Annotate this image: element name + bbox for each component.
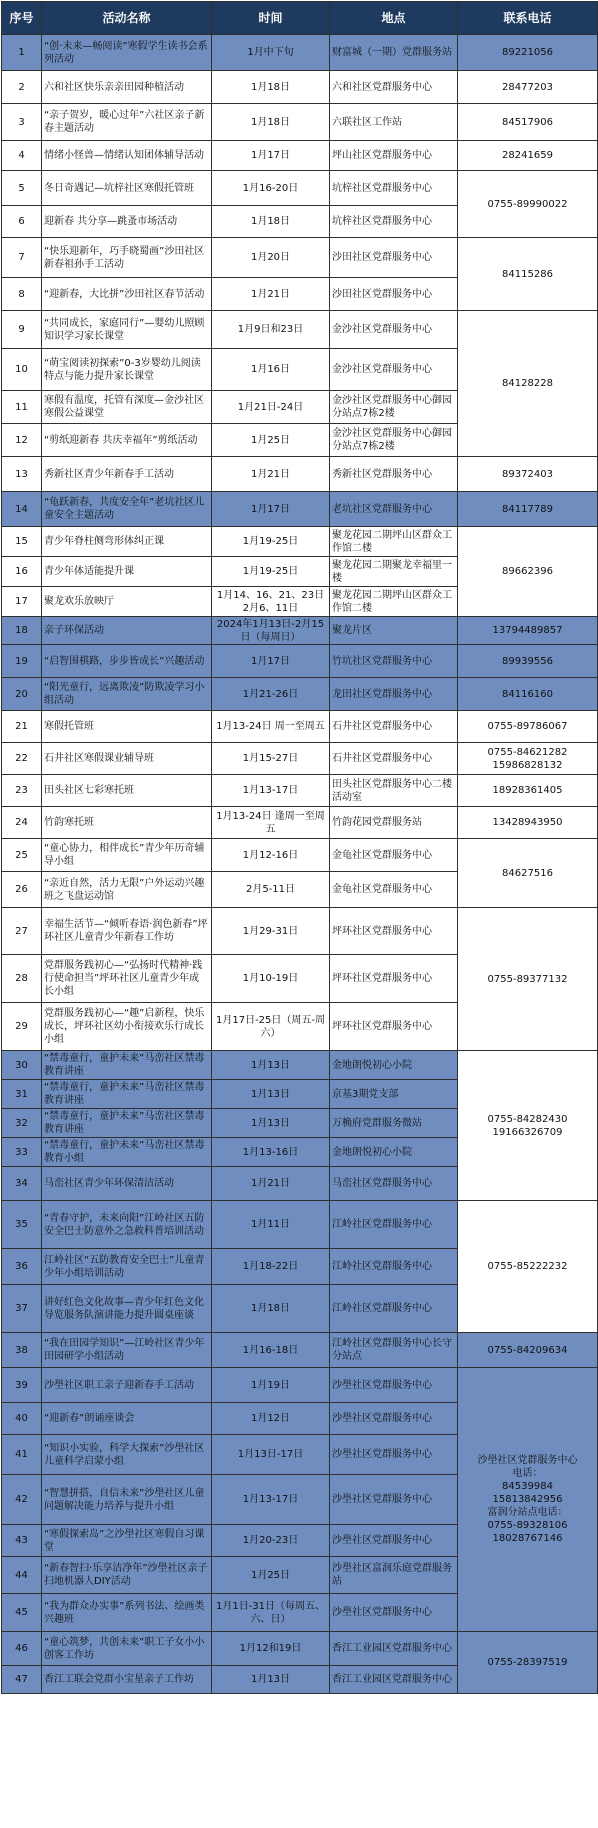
activity-name: 竹韵寒托班	[42, 807, 212, 839]
activity-time: 1月21日	[212, 457, 330, 492]
activity-time: 1月13日	[212, 1080, 330, 1109]
activity-location: 马峦社区党群服务中心	[330, 1167, 458, 1201]
activity-name: “亲近自然，活力无限”户外运动兴趣班之飞盘运动馆	[42, 872, 212, 908]
activity-time: 1月21日	[212, 1167, 330, 1201]
activity-name: 青少年脊柱侧弯形体纠正课	[42, 527, 212, 557]
activity-name: 聚龙欢乐放映厅	[42, 587, 212, 617]
activity-location: 石井社区党群服务中心	[330, 743, 458, 775]
activity-name: 田头社区七彩寒托班	[42, 775, 212, 807]
activity-time: 1月20-23日	[212, 1525, 330, 1557]
activity-location: 竹坑社区党群服务中心	[330, 645, 458, 678]
activity-location: 沙田社区党群服务中心	[330, 278, 458, 311]
contact-phone: 13428943950	[458, 807, 598, 839]
contact-phone: 0755-84209634	[458, 1333, 598, 1368]
activity-time: 1月18日	[212, 1285, 330, 1333]
table-row	[2, 1368, 598, 1403]
table-row	[2, 1051, 598, 1080]
row-index: 37	[2, 1285, 42, 1333]
contact-phone: 0755-84282430 19166326709	[458, 1051, 598, 1201]
activity-location: 沙壆社区党群服务中心	[330, 1594, 458, 1632]
table-row	[2, 1333, 598, 1368]
activity-time: 1月12和19日	[212, 1632, 330, 1666]
row-index: 14	[2, 492, 42, 527]
table-row	[2, 678, 598, 711]
activity-name: “剪纸迎新春 共庆幸福年”剪纸活动	[42, 424, 212, 457]
table-row	[2, 645, 598, 678]
activity-name: 情绪小怪兽—情绪认知团体辅导活动	[42, 141, 212, 171]
activity-name: “童心协力，相伴成长”青少年历奇辅导小组	[42, 839, 212, 872]
activity-name: “创·未来—畅阅读”寒假学生读书会系列活动	[42, 35, 212, 71]
header-location: 地点	[330, 2, 458, 35]
row-index: 10	[2, 349, 42, 391]
contact-phone: 84116160	[458, 678, 598, 711]
row-index: 28	[2, 955, 42, 1003]
header-phone: 联系电话	[458, 2, 598, 35]
activity-location: 金龟社区党群服务中心	[330, 872, 458, 908]
contact-phone: 89662396	[458, 527, 598, 617]
activity-location: 金地朗悦初心小院	[330, 1138, 458, 1167]
row-index: 43	[2, 1525, 42, 1557]
activity-location: 香江工业园区党群服务中心	[330, 1632, 458, 1666]
row-index: 12	[2, 424, 42, 457]
row-index: 21	[2, 711, 42, 743]
activity-time: 1月13日	[212, 1666, 330, 1694]
activity-name: “新春智扫·乐享洁净年”沙壆社区亲子扫地机器人DIY活动	[42, 1557, 212, 1594]
row-index: 29	[2, 1003, 42, 1051]
activity-time: 1月13日	[212, 1109, 330, 1138]
activity-time: 2月5-11日	[212, 872, 330, 908]
table-row	[2, 775, 598, 807]
row-index: 31	[2, 1080, 42, 1109]
contact-phone: 28241659	[458, 141, 598, 171]
activity-time: 1月15-27日	[212, 743, 330, 775]
activity-name: 党群服务践初心—“弘扬时代精神·践行使命担当”坪环社区儿童青少年成长小组	[42, 955, 212, 1003]
row-index: 30	[2, 1051, 42, 1080]
contact-phone: 84517906	[458, 104, 598, 141]
contact-phone: 84128228	[458, 311, 598, 457]
activity-time: 1月16-18日	[212, 1333, 330, 1368]
activity-time: 1月17日	[212, 645, 330, 678]
activity-time: 1月14、16、21、23日 2月6、11日	[212, 587, 330, 617]
activity-location: 坑梓社区党群服务中心	[330, 206, 458, 238]
activity-name: “智慧拼搭，自信未来”沙壆社区儿童问题解决能力培养与提升小组	[42, 1475, 212, 1525]
activity-time: 1月1日-31日（每周五、六、日）	[212, 1594, 330, 1632]
activity-location: 金沙社区党群服务中心	[330, 311, 458, 349]
header-index: 序号	[2, 2, 42, 35]
activity-name: 寒假有温度，托管有深度—金沙社区寒假公益课堂	[42, 391, 212, 424]
table-row	[2, 839, 598, 872]
activity-time: 1月21-26日	[212, 678, 330, 711]
activity-name: “快乐迎新年，巧手晓蜀画”沙田社区新春祖孙手工活动	[42, 238, 212, 278]
activity-name: 马峦社区青少年环保清洁活动	[42, 1167, 212, 1201]
activity-location: 老坑社区党群服务中心	[330, 492, 458, 527]
activity-name: “禁毒童行，童护未来”马峦社区禁毒教育讲座	[42, 1109, 212, 1138]
activity-time: 1月21日-24日	[212, 391, 330, 424]
activity-time: 1月17日-25日（周五-周六）	[212, 1003, 330, 1051]
row-index: 6	[2, 206, 42, 238]
activity-name: “童心筑梦，共创未来”职工子女小小创客工作坊	[42, 1632, 212, 1666]
activity-name: “亲子贺岁，暖心过年”六社区亲子新春主题活动	[42, 104, 212, 141]
activity-location: 江岭社区党群服务中心	[330, 1285, 458, 1333]
activity-time: 1月20日	[212, 238, 330, 278]
activity-name: “迎新春”朗诵座谈会	[42, 1403, 212, 1435]
activity-name: “龟跃新春，共度安全年”老坑社区儿童安全主题活动	[42, 492, 212, 527]
table-row	[2, 807, 598, 839]
activity-name: 青少年体适能提升课	[42, 557, 212, 587]
activity-name: “我在田园学知识”—江岭社区青少年田园研学小组活动	[42, 1333, 212, 1368]
activity-location: 京基3期党支部	[330, 1080, 458, 1109]
contact-phone: 0755-28397519	[458, 1632, 598, 1694]
row-index: 7	[2, 238, 42, 278]
table-body	[2, 35, 598, 1694]
activity-location: 石井社区党群服务中心	[330, 711, 458, 743]
activity-time: 2024年1月13日-2月15日（每周日）	[212, 617, 330, 645]
activity-time: 1月12-16日	[212, 839, 330, 872]
table-row	[2, 1632, 598, 1666]
activity-time: 1月13日	[212, 1051, 330, 1080]
row-index: 2	[2, 71, 42, 104]
activity-time: 1月19日	[212, 1368, 330, 1403]
activity-time: 1月21日	[212, 278, 330, 311]
activity-name: 秀新社区青少年新春手工活动	[42, 457, 212, 492]
activity-location: 六和社区党群服务中心	[330, 71, 458, 104]
row-index: 19	[2, 645, 42, 678]
row-index: 13	[2, 457, 42, 492]
contact-phone: 28477203	[458, 71, 598, 104]
row-index: 45	[2, 1594, 42, 1632]
activity-location: 沙壆社区党群服务中心	[330, 1435, 458, 1475]
activity-name: “禁毒童行，童护未来”马峦社区禁毒教育小组	[42, 1138, 212, 1167]
row-index: 18	[2, 617, 42, 645]
row-index: 11	[2, 391, 42, 424]
activity-time: 1月18日	[212, 71, 330, 104]
activity-location: 田头社区党群服务中心二楼活动室	[330, 775, 458, 807]
activity-location: 沙壆社区党群服务中心	[330, 1525, 458, 1557]
activity-name: 幸福生活节—“倾听春语·润色新春”坪环社区儿童青少年新春工作坊	[42, 908, 212, 955]
activity-name: “我为群众办实事”系列书法、绘画类兴趣班	[42, 1594, 212, 1632]
activity-name: “萌宝阅读初探索”0-3岁婴幼儿阅读特点与能力提升家长课堂	[42, 349, 212, 391]
row-index: 44	[2, 1557, 42, 1594]
activity-location: 沙壆社区党群服务中心	[330, 1475, 458, 1525]
table-row	[2, 617, 598, 645]
activity-location: 聚龙片区	[330, 617, 458, 645]
activity-location: 沙田社区党群服务中心	[330, 238, 458, 278]
row-index: 35	[2, 1201, 42, 1249]
activity-name: 寒假托管班	[42, 711, 212, 743]
header-time: 时间	[212, 2, 330, 35]
activity-time: 1月中下旬	[212, 35, 330, 71]
table-row	[2, 492, 598, 527]
activity-location: 金沙社区党群服务中心御园分站点7栋2楼	[330, 424, 458, 457]
activity-time: 1月19-25日	[212, 557, 330, 587]
activity-time: 1月17日	[212, 492, 330, 527]
activity-name: “阳光童行，远离欺凌”防欺凌学习小组活动	[42, 678, 212, 711]
activity-time: 1月19-25日	[212, 527, 330, 557]
activity-time: 1月13-16日	[212, 1138, 330, 1167]
contact-phone: 13794489857	[458, 617, 598, 645]
activity-time: 1月29-31日	[212, 908, 330, 955]
activity-location: 财富城（一期）党群服务站	[330, 35, 458, 71]
table-row	[2, 457, 598, 492]
contact-phone: 89372403	[458, 457, 598, 492]
row-index: 8	[2, 278, 42, 311]
activity-location: 沙壆社区富润乐庭党群服务站	[330, 1557, 458, 1594]
activity-time: 1月10-19日	[212, 955, 330, 1003]
row-index: 26	[2, 872, 42, 908]
row-index: 3	[2, 104, 42, 141]
row-index: 1	[2, 35, 42, 71]
row-index: 22	[2, 743, 42, 775]
activity-location: 龙田社区党群服务中心	[330, 678, 458, 711]
table-row	[2, 71, 598, 104]
activity-location: 金龟社区党群服务中心	[330, 839, 458, 872]
activity-time: 1月17日	[212, 141, 330, 171]
row-index: 27	[2, 908, 42, 955]
activity-time: 1月16-20日	[212, 171, 330, 206]
row-index: 42	[2, 1475, 42, 1525]
row-index: 17	[2, 587, 42, 617]
activity-name: 江岭社区“五防教育安全巴士”儿童青少年小组培训活动	[42, 1249, 212, 1285]
row-index: 39	[2, 1368, 42, 1403]
contact-phone: 0755-85222232	[458, 1201, 598, 1333]
contact-phone: 84117789	[458, 492, 598, 527]
table-row	[2, 743, 598, 775]
table-row	[2, 35, 598, 71]
activity-name: “寒假探索岛”之沙壆社区寒假自习课堂	[42, 1525, 212, 1557]
activity-name: “启智围棋路，步步皆成长”兴趣活动	[42, 645, 212, 678]
activity-name: 党群服务践初心—“趣”启新程，快乐成长，坪环社区幼小衔接欢乐行成长小组	[42, 1003, 212, 1051]
table-row	[2, 141, 598, 171]
row-index: 15	[2, 527, 42, 557]
contact-phone: 0755-89377132	[458, 908, 598, 1051]
activity-time: 1月13-24日 逢周一至周五	[212, 807, 330, 839]
row-index: 16	[2, 557, 42, 587]
row-index: 5	[2, 171, 42, 206]
table-row	[2, 104, 598, 141]
contact-phone: 89221056	[458, 35, 598, 71]
activity-location: 坑梓社区党群服务中心	[330, 171, 458, 206]
table-row	[2, 711, 598, 743]
activity-time: 1月11日	[212, 1201, 330, 1249]
contact-phone: 0755-89786067	[458, 711, 598, 743]
row-index: 41	[2, 1435, 42, 1475]
activity-name: 六和社区快乐亲亲田园种植活动	[42, 71, 212, 104]
activity-name: “共同成长，家庭同行”—婴幼儿照顾知识学习家长课堂	[42, 311, 212, 349]
activity-time: 1月18日	[212, 206, 330, 238]
activity-location: 聚龙花园二期坪山区群众工作馆二楼	[330, 587, 458, 617]
activity-location: 竹韵花园党群服务站	[330, 807, 458, 839]
row-index: 38	[2, 1333, 42, 1368]
activity-location: 坪山社区党群服务中心	[330, 141, 458, 171]
contact-phone: 84115286	[458, 238, 598, 311]
table-row	[2, 1201, 598, 1249]
activity-location: 江岭社区党群服务中心	[330, 1249, 458, 1285]
table-row	[2, 311, 598, 349]
contact-phone: 84627516	[458, 839, 598, 908]
activity-location: 江岭社区党群服务中心长守分站点	[330, 1333, 458, 1368]
activity-location: 秀新社区党群服务中心	[330, 457, 458, 492]
activity-time: 1月13日-17日	[212, 1435, 330, 1475]
table-row	[2, 238, 598, 278]
activity-name: 讲好红色文化故事—青少年红色文化导览服务队演讲能力提升圆桌座谈	[42, 1285, 212, 1333]
activity-location: 沙壆社区党群服务中心	[330, 1368, 458, 1403]
activity-location: 万桷府党群服务微站	[330, 1109, 458, 1138]
row-index: 24	[2, 807, 42, 839]
row-index: 20	[2, 678, 42, 711]
activity-time: 1月18-22日	[212, 1249, 330, 1285]
contact-phone: 18928361405	[458, 775, 598, 807]
row-index: 23	[2, 775, 42, 807]
contact-phone: 89939556	[458, 645, 598, 678]
activity-name: 冬日奇遇记—坑梓社区寒假托管班	[42, 171, 212, 206]
activity-time: 1月25日	[212, 424, 330, 457]
activity-time: 1月16日	[212, 349, 330, 391]
activity-table	[1, 1, 598, 1694]
row-index: 33	[2, 1138, 42, 1167]
table-header-row	[2, 2, 598, 35]
activity-name: 沙壆社区职工亲子迎新春手工活动	[42, 1368, 212, 1403]
activity-location: 坪环社区党群服务中心	[330, 908, 458, 955]
row-index: 36	[2, 1249, 42, 1285]
activity-name: “知识小实验，科学大探索”沙壆社区儿童科学启蒙小组	[42, 1435, 212, 1475]
row-index: 40	[2, 1403, 42, 1435]
row-index: 47	[2, 1666, 42, 1694]
activity-time: 1月13-17日	[212, 775, 330, 807]
activity-time: 1月25日	[212, 1557, 330, 1594]
activity-location: 香江工业园区党群服务中心	[330, 1666, 458, 1694]
contact-phone: 0755-89990022	[458, 171, 598, 238]
activity-name: 迎新春 共分享—跳蚤市场活动	[42, 206, 212, 238]
activity-name: “禁毒童行，童护未来”马峦社区禁毒教育讲座	[42, 1051, 212, 1080]
row-index: 4	[2, 141, 42, 171]
activity-location: 坪环社区党群服务中心	[330, 955, 458, 1003]
contact-phone: 0755-84621282 15986828132	[458, 743, 598, 775]
activity-location: 金沙社区党群服务中心	[330, 349, 458, 391]
activity-name: 亲子环保活动	[42, 617, 212, 645]
activity-location: 金地朗悦初心小院	[330, 1051, 458, 1080]
row-index: 34	[2, 1167, 42, 1201]
activity-time: 1月18日	[212, 104, 330, 141]
activity-time: 1月13-24日 周一至周五	[212, 711, 330, 743]
activity-time: 1月9日和23日	[212, 311, 330, 349]
activity-location: 聚龙花园二期坪山区群众工作馆二楼	[330, 527, 458, 557]
row-index: 25	[2, 839, 42, 872]
header-activity-name: 活动名称	[42, 2, 212, 35]
activity-location: 金沙社区党群服务中心御园分站点7栋2楼	[330, 391, 458, 424]
activity-name: “青春守护，未来向阳”江岭社区五防安全巴士防意外之急救科普培训活动	[42, 1201, 212, 1249]
activity-location: 坪环社区党群服务中心	[330, 1003, 458, 1051]
row-index: 32	[2, 1109, 42, 1138]
activity-name: “迎新春，大比拼”沙田社区春节活动	[42, 278, 212, 311]
activity-time: 1月13-17日	[212, 1475, 330, 1525]
activity-location: 六联社区工作站	[330, 104, 458, 141]
row-index: 9	[2, 311, 42, 349]
activity-time: 1月12日	[212, 1403, 330, 1435]
activity-location: 沙壆社区党群服务中心	[330, 1403, 458, 1435]
row-index: 46	[2, 1632, 42, 1666]
activity-name: “禁毒童行，童护未来”马峦社区禁毒教育讲座	[42, 1080, 212, 1109]
activity-name: 石井社区寒假课业辅导班	[42, 743, 212, 775]
table-row	[2, 908, 598, 955]
activity-name: 香江工联会党群小宝星亲子工作坊	[42, 1666, 212, 1694]
contact-phone: 沙壆社区党群服务中心 电话： 84539984 15813842956 富润分站点电话： 0755-89328106 18028767146	[458, 1368, 598, 1632]
activity-location: 江岭社区党群服务中心	[330, 1201, 458, 1249]
table-row	[2, 171, 598, 206]
activity-location: 聚龙花园二期聚龙幸福里一楼	[330, 557, 458, 587]
table-row	[2, 527, 598, 557]
